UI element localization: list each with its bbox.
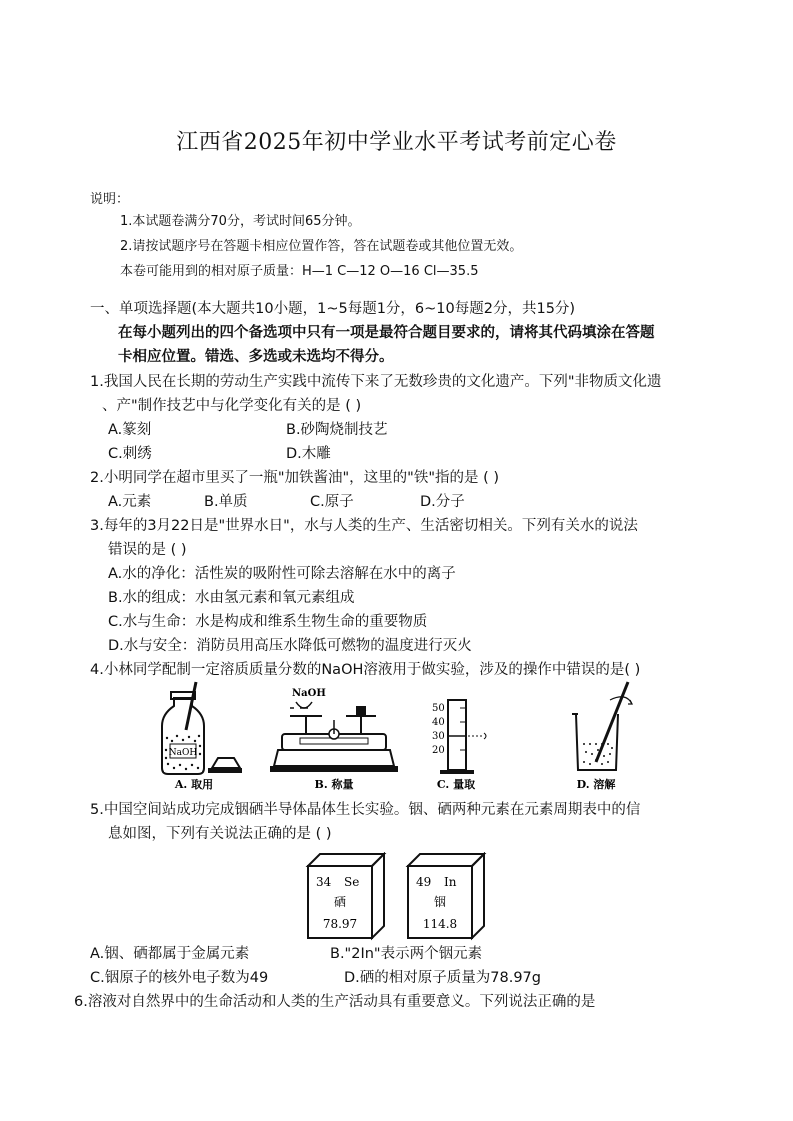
figure-b-label: B. 称量 <box>314 778 354 791</box>
q3-stem-line-1: 3.每年的3月22日是"世界水日"，水与人类的生产、生活密切相关。下列有关水的说法 <box>90 518 638 534</box>
element-card-se <box>308 854 384 938</box>
q3-stem-line-2: 错误的是 ( ) <box>108 542 187 558</box>
balance-naoh-label: NaOH <box>292 688 326 699</box>
se-name: 硒 <box>333 895 347 909</box>
figure-c-cylinder <box>432 700 486 774</box>
q5-option-a: A.铟、硒都属于金属元素 <box>90 946 250 962</box>
in-name: 铟 <box>433 895 447 909</box>
q2-option-b: B.单质 <box>204 494 248 510</box>
note-2: 2.请按试题序号在答题卡相应位置作答，答在试题卷或其他位置无效。 <box>120 239 523 254</box>
in-mass: 114.8 <box>422 917 458 931</box>
section-heading: 一、单项选择题(本大题共10小题，1~5每题1分，6~10每题2分，共15分) <box>90 301 576 317</box>
tick-40: 40 <box>432 717 445 728</box>
q5-element-cards <box>300 852 500 942</box>
q5-stem-line-1: 5.中国空间站成功完成铟硒半导体晶体生长实验。铟、硒两种元素在元素周期表中的信 <box>90 802 641 818</box>
q4-figures <box>150 678 660 792</box>
q1-stem-line-1: 1.我国人民在长期的劳动生产实践中流传下来了无数珍贵的文化遗产。下列"非物质文化遗 <box>90 374 662 390</box>
figure-a-bottle <box>162 682 242 774</box>
element-card-in <box>408 854 484 938</box>
q3-option-b: B.水的组成：水由氢元素和氧元素组成 <box>108 590 355 606</box>
figure-d-label: D. 溶解 <box>576 778 616 791</box>
tick-50: 50 <box>432 703 445 714</box>
figure-a-label: A. 取用 <box>174 778 214 791</box>
tick-30: 30 <box>432 731 445 742</box>
in-symbol: In <box>444 875 457 889</box>
se-atomic-number: 34 <box>316 875 332 889</box>
notes-heading: 说明： <box>90 192 130 207</box>
figure-d-beaker <box>572 682 632 770</box>
se-symbol: Se <box>344 875 360 889</box>
q1-stem-line-2: 、产"制作技艺中与化学变化有关的是 ( ) <box>102 398 362 414</box>
q4-stem: 4.小林同学配制一定溶质质量分数的NaOH溶液用于做实验，涉及的操作中错误的是( ) <box>90 662 641 678</box>
q6-stem: 6.溶液对自然界中的生命活动和人类的生产活动具有重要意义。下列说法正确的是 <box>74 994 596 1010</box>
q1-option-a: A.篆刻 <box>108 422 152 438</box>
note-3: 本卷可能用到的相对原子质量：H—1 C—12 O—16 Cl—35.5 <box>120 264 479 279</box>
q5-option-b: B."2In"表示两个铟元素 <box>330 946 483 962</box>
note-1: 1.本试题卷满分70分，考试时间65分钟。 <box>120 214 361 229</box>
page-title: 江西省2025年初中学业水平考试考前定心卷 <box>176 130 617 155</box>
tick-20: 20 <box>432 745 445 756</box>
q2-option-d: D.分子 <box>420 494 465 510</box>
bottle-label: NaOH <box>168 748 198 758</box>
in-atomic-number: 49 <box>416 875 432 889</box>
figure-b-balance <box>270 688 398 772</box>
section-instruction-1: 在每小题列出的四个备选项中只有一项是最符合题目要求的，请将其代码填涂在答题 <box>118 325 655 341</box>
q1-option-c: C.刺绣 <box>108 446 152 462</box>
se-mass: 78.97 <box>322 917 358 931</box>
q3-option-a: A.水的净化：活性炭的吸附性可除去溶解在水中的离子 <box>108 566 456 582</box>
q1-option-d: D.木雕 <box>286 446 331 462</box>
q2-option-c: C.原子 <box>310 494 354 510</box>
q3-option-d: D.水与安全：消防员用高压水降低可燃物的温度进行灭火 <box>108 638 472 654</box>
figure-c-label: C. 量取 <box>436 778 476 791</box>
q5-option-d: D.硒的相对原子质量为78.97g <box>344 970 541 986</box>
section-instruction-2: 卡相应位置。错选、多选或未选均不得分。 <box>118 349 394 365</box>
q2-stem: 2.小明同学在超市里买了一瓶"加铁酱油"，这里的"铁"指的是 ( ) <box>90 470 500 486</box>
q2-option-a: A.元素 <box>108 494 152 510</box>
q5-stem-line-2: 息如图，下列有关说法正确的是 ( ) <box>108 826 332 842</box>
q1-option-b: B.砂陶烧制技艺 <box>286 422 388 438</box>
q5-option-c: C.铟原子的核外电子数为49 <box>90 970 269 986</box>
q3-option-c: C.水与生命：水是构成和维系生物生命的重要物质 <box>108 614 428 630</box>
